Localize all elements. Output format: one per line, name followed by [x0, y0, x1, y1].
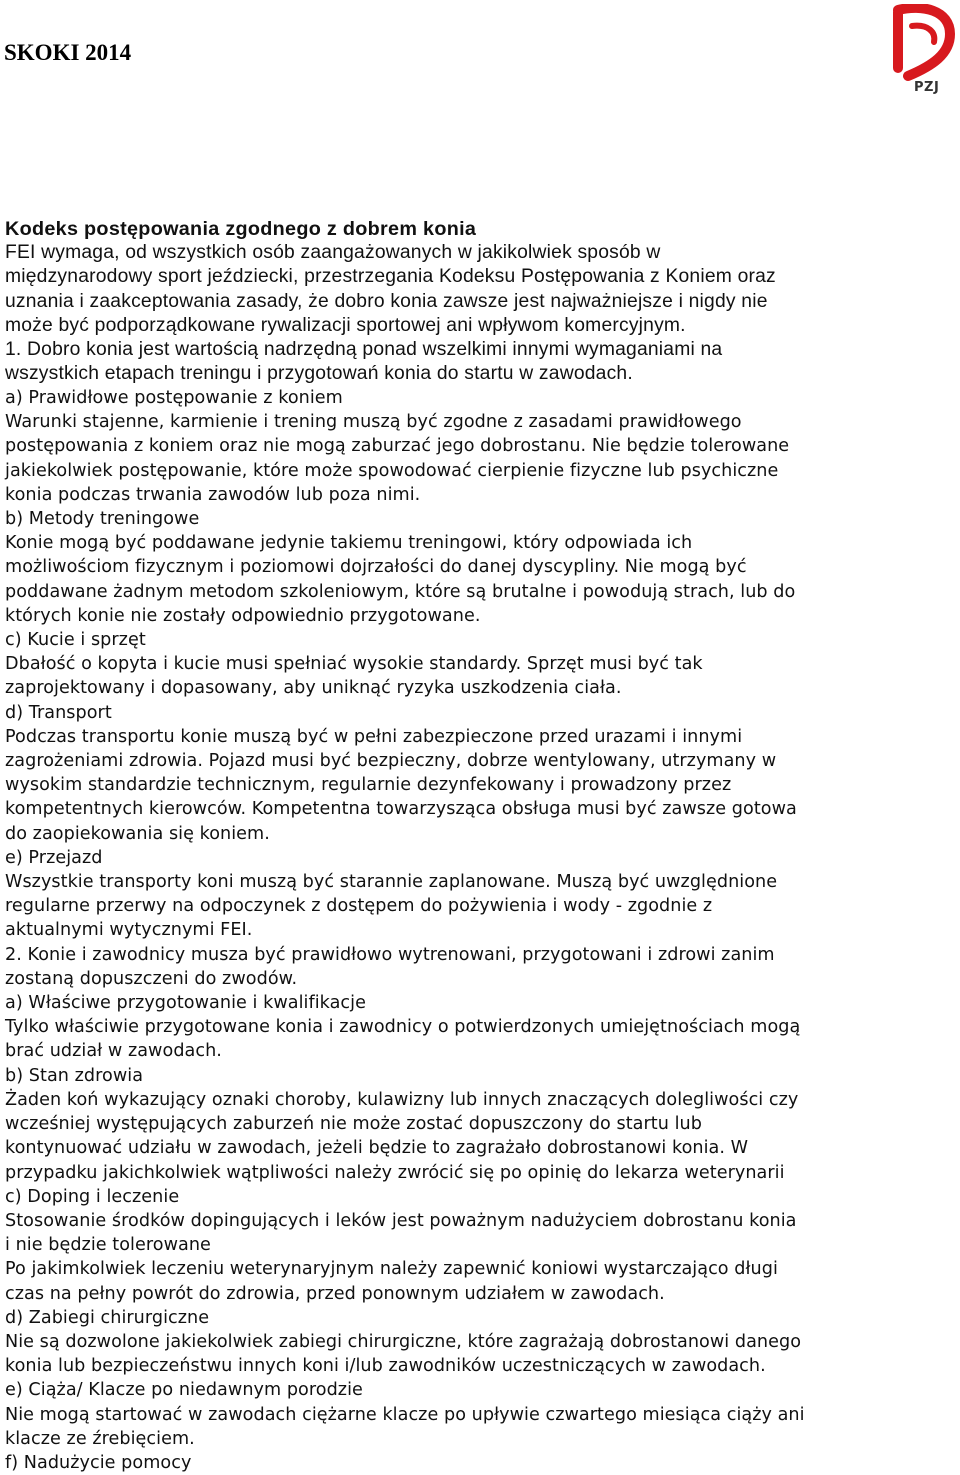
text-line: możliwościom fizycznym i poziomowi dojrzałości do danej dyscypliny. Nie mogą być	[5, 557, 747, 578]
text-line: aktualnymi wytycznymi FEI.	[5, 920, 253, 941]
text-line: Po jakimkolwiek leczeniu weterynaryjnym należy zapewnić koniowi wystarczająco długi	[5, 1259, 778, 1280]
text-line: a) Właściwe przygotowanie i kwalifikacje	[5, 993, 366, 1014]
pzj-logo	[888, 4, 958, 96]
text-line: wcześniej występujących zaburzeń nie może zostać dopuszczony do startu lub	[5, 1114, 702, 1135]
text-line: d) Transport	[5, 702, 112, 723]
pzj-logo-text: PZJ	[914, 80, 940, 95]
text-line: b) Metody treningowe	[5, 509, 200, 530]
document-title: SKOKI 2014	[4, 40, 132, 65]
text-line: klacze ze źrebięciem.	[5, 1428, 195, 1449]
main-text	[5, 386, 960, 1475]
text-line: Konie mogą być poddawane jedynie takiemu treningowi, który odpowiada ich	[5, 533, 693, 554]
text-line: postępowania z koniem oraz nie mogą zaburzać jego dobrostanu. Nie będzie tolerowane	[5, 436, 790, 457]
text-line: konia podczas trwania zawodów lub poza nimi.	[5, 484, 421, 505]
text-line: konia lub bezpieczeństwu innych koni i/lub zawodników uczestniczących w zawodach.	[5, 1356, 766, 1377]
text-line: Żaden koń wykazujący oznaki choroby, kulawizny lub innych znaczących dolegliwości czy	[5, 1089, 799, 1110]
text-line: wszystkich etapach treningu i przygotowań konia do startu w zawodach.	[5, 363, 633, 385]
text-line: i nie będzie tolerowane	[5, 1235, 211, 1256]
text-line: Stosowanie środków dopingujących i leków jest poważnym nadużyciem dobrostanu konia	[5, 1210, 797, 1231]
text-line: międzynarodowy sport jeździecki, przestrzegania Kodeksu Postępowania z Koniem oraz	[5, 266, 776, 288]
text-line: Nie są dozwolone jakiekolwiek zabiegi chirurgiczne, które zagrażają dobrostanowi danego	[5, 1331, 802, 1352]
text-line: c) Doping i leczenie	[5, 1186, 180, 1207]
section-heading: Kodeks postępowania zgodnego z dobrem konia	[5, 218, 477, 240]
text-line: Podczas transportu konie muszą być w pełni zabezpieczone przed urazami i innymi	[5, 726, 743, 747]
text-line: a) Prawidłowe postępowanie z koniem	[5, 388, 343, 408]
text-line: brać udział w zawodach.	[5, 1041, 222, 1062]
text-line: zaprojektowany i dopasowany, aby uniknąć ryzyka uszkodzenia ciała.	[5, 678, 622, 699]
text-line: może być podporządkowane rywalizacji sportowej ani wpływom komercyjnym.	[5, 314, 686, 336]
text-line: Dbałość o kopyta i kucie musi spełniać wysokie standardy. Sprzęt musi być tak	[5, 654, 703, 675]
text-line: Warunki stajenne, karmienie i trening muszą być zgodne z zasadami prawidłowego	[5, 412, 742, 433]
text-line: kontynuować udziału w zawodach, jeżeli będzie to zagrażało dobrostanowi konia. W	[5, 1138, 749, 1159]
text-line: których konie nie zostały odpowiednio przygotowane.	[5, 605, 481, 626]
pzj-logo-mark-icon	[888, 4, 958, 84]
text-line: uznania i zaakceptowania zasady, że dobro konia zawsze jest najważniejsze i nigdy nie	[5, 290, 768, 312]
text-line: jakiekolwiek postępowanie, które może spowodować cierpienie fizyczne lub psychiczne	[5, 460, 779, 481]
text-line: wysokim standardzie technicznym, regularnie dezynfekowany i prowadzony przez	[5, 775, 732, 796]
text-line: 1. Dobro konia jest wartością nadrzędną ponad wszelkimi innymi wymaganiami na	[5, 339, 723, 361]
text-line: regularne przerwy na odpoczynek z dostępem do pożywienia i wody - zgodnie z	[5, 896, 713, 917]
text-line: f) Nadużycie pomocy	[5, 1452, 192, 1473]
text-line: b) Stan zdrowia	[5, 1065, 144, 1086]
text-line: przypadku jakichkolwiek wątpliwości należy zwrócić się po opinię do lekarza weterynarii	[5, 1162, 785, 1183]
text-line: FEI wymaga, od wszystkich osób zaangażowanych w jakikolwiek sposób w	[5, 242, 661, 264]
text-line: Wszystkie transporty koni muszą być starannie zaplanowane. Muszą być uwzględnione	[5, 872, 778, 893]
text-line: e) Przejazd	[5, 847, 103, 868]
text-line: do zaopiekowania się koniem.	[5, 823, 270, 844]
text-line: d) Zabiegi chirurgiczne	[5, 1307, 210, 1328]
intro-text	[5, 241, 960, 386]
text-line: zagrożeniami zdrowia. Pojazd musi być bezpieczny, dobrze wentylowany, utrzymany w	[5, 751, 777, 772]
text-line: c) Kucie i sprzęt	[5, 630, 146, 651]
text-line: poddawane żadnym metodom szkoleniowym, które są brutalne i powodują strach, lub do	[5, 581, 796, 602]
text-line: zostaną dopuszczeni do zwodów.	[5, 968, 298, 989]
text-line: e) Ciąża/ Klacze po niedawnym porodzie	[5, 1380, 363, 1401]
text-line: kompetentnych kierowców. Kompetentna towarzysząca obsługa musi być zawsze gotowa	[5, 799, 797, 820]
text-line: 2. Konie i zawodnicy musza być prawidłowo wytrenowani, przygotowani i zdrowi zanim	[5, 944, 775, 965]
text-line: czas na pełny powrót do zdrowia, przed ponownym udziałem w zawodach.	[5, 1283, 665, 1304]
text-line: Tylko właściwie przygotowane konia i zawodnicy o potwierdzonych umiejętnościach mogą	[5, 1017, 801, 1038]
text-line: Nie mogą startować w zawodach ciężarne klacze po upływie czwartego miesiąca ciąży ani	[5, 1404, 805, 1425]
intro-section	[5, 217, 960, 386]
